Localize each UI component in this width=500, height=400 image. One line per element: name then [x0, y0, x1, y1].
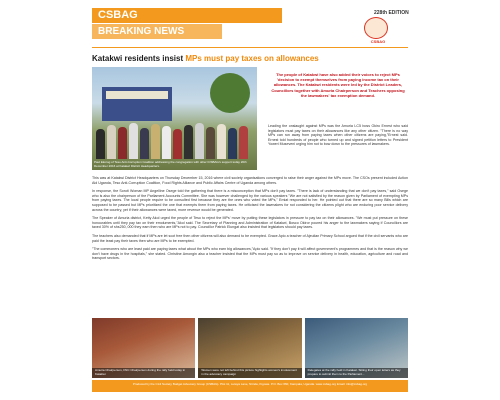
photo-tree-shape: [210, 73, 250, 113]
bottom-photo-strip: [92, 318, 408, 378]
brand-banner: CSBAG: [92, 8, 282, 23]
body-paragraph: The Speaker of Amuria district, Ketty Akol urged the people of Teso to reject the MPs' move by putting these legislators in pressure to pay tax on their allowances. "We must put pressure on these honourables until they pay tax on their emoluments,"Akol said. The Secretary of Planning and Administration of Katakwi, Bosco Okiror poured his anger to the lawmakers saying if Councillors are taxed 30% of shs250, 000 they earn then who are MPs not to pay. Councillor Patrick Elungat also insisted that legislators should pay taxes.: [92, 216, 408, 230]
body-paragraph: "The commoners who are least paid are paying taxes what about the MPs who earn big allowances,"Apio said. "If they don't pay it will affect government's programmes and that is the reason why we don't have drugs in the hospitals," she stated. Christine Amongin also a teacher insisted that the MPs must pay so as to improve on service delivery in health, education, agriculture and road and transport sectors.: [92, 247, 408, 261]
bottom-photo-caption: Amuria Chairperson, FNC Chairperson during the rally held today in Katakwi: [92, 368, 195, 378]
intro-text: The people of Katakwi have also added their voices to reject MPs 'decision to exempt themselves from paying income tax on their allowances. The Katakwi residents were led by the District Leaders, Councillors together with Amuria Chairperson and Teachers opposing the lawmakers' tax exemption demand.: [271, 72, 405, 98]
main-photo-caption: Paul Ekorog of Teso Anti-Corruption Coalition addressing the congregation with other ICSBAG's support today 20th December 2016 at Katakwi District Headquarters.: [94, 160, 247, 168]
footer-banner: Produced by the Civil Society Budget Advocacy Group (CSBAG). Plot 11, Lutaya Lane, Ntinda, Kigowa. P.O. Box 660, Kampala, Uganda. www.csbag.org Email: info@csbag.org: [92, 380, 408, 392]
csbag-logo: [352, 17, 404, 45]
bottom-photo: [92, 318, 195, 378]
bottom-photo-caption: Women were not left behind this picture highlights women's involvement in the advocacy campaign: [198, 368, 301, 378]
breaking-news-banner: BREAKING NEWS: [92, 24, 222, 39]
body-paragraph: The teachers also demanded that if MPs are let scot free then other citizens will also demand to be exempted. Grace Apio a teacher of Ajeulian Primary School argued that if the civil servants who are paid the least pay their taxes then who are MPs to be exempted.: [92, 233, 408, 243]
bottom-photo: [198, 318, 301, 378]
bottom-photo-caption: Delegates at the rally held in Katakwi. Sitting their open letters as they prepare to submit them to the Parliament...: [305, 368, 408, 378]
article-body: [92, 176, 408, 265]
body-paragraph: In response, the Soroti Woman MP Angelline Osege told the gathering that there is a misconception that MPs don't pay taxes. "There is lack of understanding that we don't pay taxes," said Osege who is also the chairperson of the Parliament Accounts Committee. She was however challenged by the various speakers "We are not satisfied by the reason given by Parliament of exempting MPs from paying taxes. The local people require to be consulted first because they are the ones who voted the MPs," Emiat responded to her. He pointed out that there are so many Bills which are supposed to be passed but MPs prioritized the one that exempts them from paying taxes. He criticised the lawmakers for not considering the citizens plight who are enduring poor service delivery across the country, yet if their allowances were taxed, more revenue would be generated.: [92, 189, 408, 212]
photo-crowd: [96, 119, 253, 159]
body-paragraph: This was at Katakwi District Headquarters on Thursday December 15, 2016 where civil society organisations converged to raise their anger against the MPs move. The CSOs present included Action Aid Uganda, Teso Anti-Corruption Coalition, Food Rights Alliance and Public Affairs Centre of Uganda among others.: [92, 176, 408, 185]
header-divider: [92, 47, 408, 48]
bottom-photo: [305, 318, 408, 378]
headline-part-b: MPs must pay taxes on allowances: [185, 54, 319, 63]
headline-part-a: Katakwi residents insist: [92, 54, 186, 63]
edition-label: 228th EDITION: [374, 10, 409, 16]
main-photo: [92, 67, 257, 170]
logo-text: CSBAG: [370, 39, 386, 44]
logo-emblem-icon: [364, 17, 388, 39]
photo-banner-strip: [106, 91, 168, 99]
side-column-text: Leading the onslaught against MPs was the Amuria LC5 boss Okiro Ernest who said legislators must pay taxes on their allowances like any other citizen. "There is no way MPs can run away from paying taxes when other citizens are paying,"Ernest said. Ernest told hundreds of people who turned up and signed petition letters to President Yoweri Museveni urging him not to bow down to the pressures of lawmakers.: [268, 124, 408, 147]
article-headline: [92, 54, 408, 63]
